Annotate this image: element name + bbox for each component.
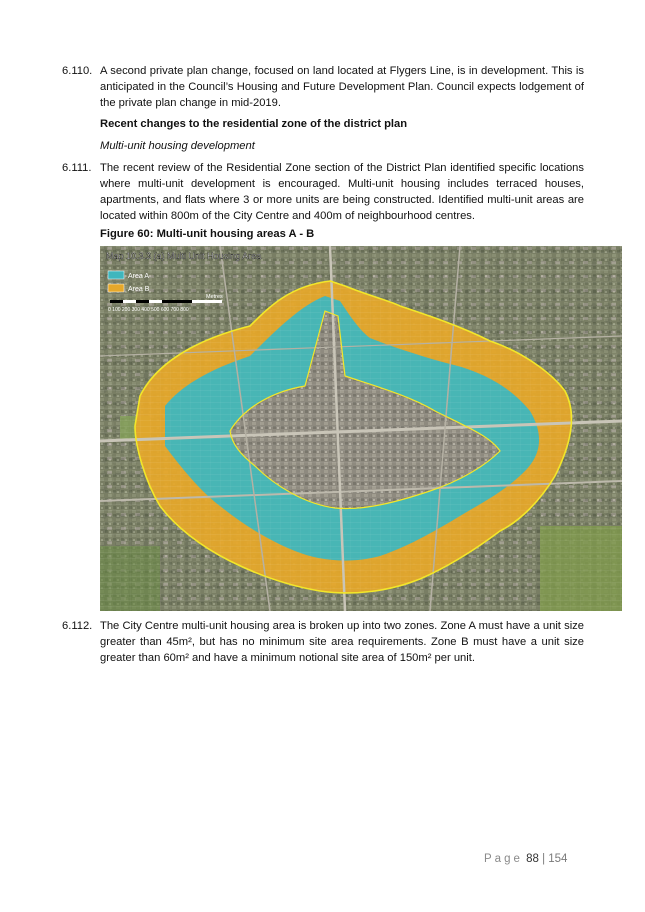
paragraph-number: 6.112. [62,620,93,632]
page-word: Page [484,853,523,865]
scale-unit-label: Metres [206,294,223,300]
scale-ticks: 0 100 200 300 400 500 600 700 800 [108,307,189,313]
legend-label-area-a: Area A [128,273,150,280]
section-heading: Recent changes to the residential zone of the district plan [100,118,408,130]
paragraph-number: 6.111. [62,162,92,174]
current-page-number: 88 [526,853,539,865]
paragraph-text: The City Centre multi-unit housing area is broken up into two zones. Zone A must have a unit size greater than 45m², but has no minimum site area requirements. Zone B must have a unit size greater than 60m² and have a minimum notional site area of 150m² per unit. [100,620,584,664]
legend-swatch-area-b [108,284,124,292]
paragraph-text: The recent review of the Residential Zone section of the District Plan identified specific locations where multi-unit development is encouraged. Multi-unit housing includes terraced houses, apartments, and flats where 3 or more units are being constructed. Identified multi-unit areas are located within 800m of the City Centre and 400m of neighbourhood centres. [100,162,584,222]
multi-unit-housing-map [100,246,622,611]
figure-caption: Figure 60: Multi-unit housing areas A - B [100,228,315,240]
legend-swatch-area-a [108,271,124,279]
paragraph-6-110 [62,63,584,111]
page-separator: | [542,853,546,865]
legend-label-area-b: Area B [128,286,150,293]
paragraph-6-111 [62,160,584,224]
paragraph-number: 6.110. [62,65,93,77]
page-footer [484,853,567,865]
paragraph-text: A second private plan change, focused on land located at Flygers Line, is in development. This is anticipated in the Council’s Housing and Future Development Plan. Council expects lodgement of the private plan change in mid-2019. [100,65,584,109]
paragraph-6-112 [62,618,584,666]
map-title: Map 10.3.3 (a) Multi Unit Housing Area [106,251,262,261]
sub-heading: Multi-unit housing development [100,140,255,152]
total-page-count: 154 [548,853,568,865]
